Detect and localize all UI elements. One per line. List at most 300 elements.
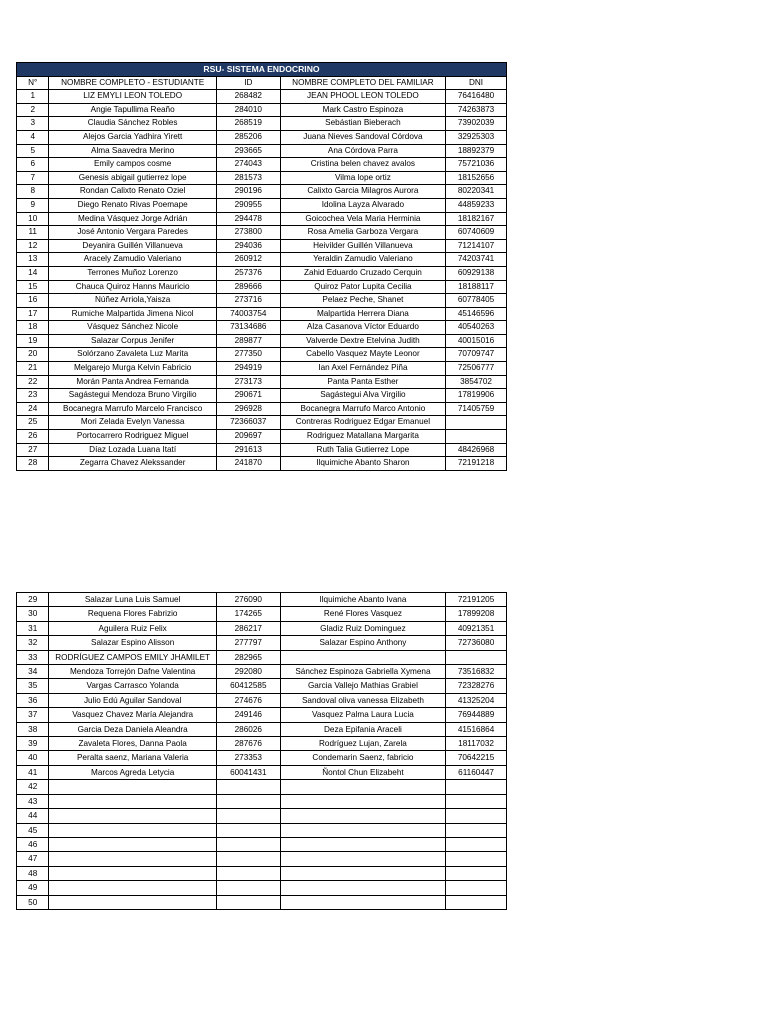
cell-student-name xyxy=(49,780,216,794)
table-row xyxy=(17,457,507,471)
cell-id: 290196 xyxy=(216,185,280,199)
cell-dni: 41325204 xyxy=(446,693,507,707)
cell-dni xyxy=(446,650,507,664)
table-row xyxy=(17,866,507,880)
table-row xyxy=(17,765,507,779)
header-number: N° xyxy=(17,76,49,90)
table-row xyxy=(17,809,507,823)
cell-relative-name xyxy=(280,895,445,909)
cell-student-name: Núñez Arriola,Yaisza xyxy=(49,294,216,308)
cell-id: 273173 xyxy=(216,375,280,389)
cell-relative-name xyxy=(280,881,445,895)
cell-student-name: Vasquez Chavez María Alejandra xyxy=(49,708,216,722)
cell-student-name: Garcia Deza Daniela Aleandra xyxy=(49,722,216,736)
table-row xyxy=(17,852,507,866)
cell-id: 241870 xyxy=(216,457,280,471)
cell-id xyxy=(216,809,280,823)
header-student-name: NOMBRE COMPLETO - ESTUDIANTE xyxy=(49,76,216,90)
cell-id: 277797 xyxy=(216,636,280,650)
cell-id: 294036 xyxy=(216,239,280,253)
table-row xyxy=(17,266,507,280)
cell-dni: 17819906 xyxy=(446,389,507,403)
cell-relative-name xyxy=(280,823,445,837)
cell-student-name xyxy=(49,881,216,895)
cell-number: 36 xyxy=(17,693,49,707)
cell-student-name: Melgarejo Murga Kelvin Fabricio xyxy=(49,362,216,376)
cell-dni xyxy=(446,780,507,794)
cell-student-name: Aguilera Ruiz Felix xyxy=(49,621,216,635)
cell-student-name: Claudia Sánchez Robles xyxy=(49,117,216,131)
cell-id xyxy=(216,780,280,794)
cell-id: 287676 xyxy=(216,737,280,751)
cell-dni: 18117032 xyxy=(446,737,507,751)
cell-dni: 72328276 xyxy=(446,679,507,693)
cell-id: 60412585 xyxy=(216,679,280,693)
cell-number: 24 xyxy=(17,402,49,416)
cell-student-name: Mendoza Torrejón Dafne Valentina xyxy=(49,665,216,679)
cell-relative-name: Yeraldin Zamudio Valeriano xyxy=(280,253,445,267)
cell-student-name: Julio Edú Aguilar Sandoval xyxy=(49,693,216,707)
cell-relative-name xyxy=(280,866,445,880)
table-row xyxy=(17,280,507,294)
cell-number: 34 xyxy=(17,665,49,679)
cell-student-name: Sagástegui Mendoza Bruno Virgilio xyxy=(49,389,216,403)
cell-student-name: Portocarrero Rodriguez Miguel xyxy=(49,430,216,444)
cell-number: 41 xyxy=(17,765,49,779)
cell-number: 11 xyxy=(17,226,49,240)
cell-number: 3 xyxy=(17,117,49,131)
table-row xyxy=(17,117,507,131)
cell-relative-name: JEAN PHOOL LEON TOLEDO xyxy=(280,90,445,104)
cell-relative-name: Heivilder Guillén Villanueva xyxy=(280,239,445,253)
header-relative-name: NOMBRE COMPLETO DEL FAMILIAR xyxy=(280,76,445,90)
table-row xyxy=(17,794,507,808)
cell-id: 273716 xyxy=(216,294,280,308)
cell-number: 23 xyxy=(17,389,49,403)
table-row xyxy=(17,693,507,707)
cell-relative-name xyxy=(280,809,445,823)
cell-student-name: LIZ EMYLI LEON TOLEDO xyxy=(49,90,216,104)
cell-number: 19 xyxy=(17,334,49,348)
table-row xyxy=(17,130,507,144)
cell-dni: 61160447 xyxy=(446,765,507,779)
cell-dni: 80220341 xyxy=(446,185,507,199)
cell-number: 38 xyxy=(17,722,49,736)
cell-id xyxy=(216,852,280,866)
table-row xyxy=(17,737,507,751)
cell-relative-name: Sandoval oliva vanessa Elizabeth xyxy=(280,693,445,707)
cell-id: 294919 xyxy=(216,362,280,376)
cell-relative-name: Rodriguez Matallana Margarita xyxy=(280,430,445,444)
cell-student-name: RODRÍGUEZ CAMPOS EMILY JHAMILET xyxy=(49,650,216,664)
cell-relative-name xyxy=(280,650,445,664)
cell-student-name: Genesis abigail gutierrez lope xyxy=(49,171,216,185)
cell-dni: 73902039 xyxy=(446,117,507,131)
cell-id: 294478 xyxy=(216,212,280,226)
cell-relative-name: Zahid Eduardo Cruzado Cerquin xyxy=(280,266,445,280)
cell-number: 26 xyxy=(17,430,49,444)
cell-number: 18 xyxy=(17,321,49,335)
cell-relative-name: Cabello Vasquez Mayte Leonor xyxy=(280,348,445,362)
cell-id: 268482 xyxy=(216,90,280,104)
cell-student-name: Rumiche Malpartida Jimena Nicol xyxy=(49,307,216,321)
cell-relative-name: Rosa Amelia Garboza Vergara xyxy=(280,226,445,240)
cell-student-name: Emily campos cosme xyxy=(49,158,216,172)
cell-dni xyxy=(446,809,507,823)
cell-dni: 17899208 xyxy=(446,607,507,621)
table-row xyxy=(17,362,507,376)
cell-number: 43 xyxy=(17,794,49,808)
cell-dni xyxy=(446,866,507,880)
cell-relative-name: Vasquez Palma Laura Lucia xyxy=(280,708,445,722)
table-row xyxy=(17,226,507,240)
cell-id: 293665 xyxy=(216,144,280,158)
cell-student-name: Rondan Calixto Renato Oziel xyxy=(49,185,216,199)
cell-number: 21 xyxy=(17,362,49,376)
cell-relative-name: Idolina Layza Alvarado xyxy=(280,198,445,212)
cell-relative-name: Cristina belen chavez avalos xyxy=(280,158,445,172)
cell-id: 260912 xyxy=(216,253,280,267)
cell-relative-name: Ana Córdova Parra xyxy=(280,144,445,158)
cell-id: 273353 xyxy=(216,751,280,765)
header-dni: DNI xyxy=(446,76,507,90)
table-row xyxy=(17,593,507,607)
cell-student-name xyxy=(49,794,216,808)
cell-student-name: Marcos Agreda Letycia xyxy=(49,765,216,779)
table-title: RSU- SISTEMA ENDOCRINO xyxy=(17,63,507,77)
cell-dni: 44859233 xyxy=(446,198,507,212)
table-row xyxy=(17,636,507,650)
table-row xyxy=(17,650,507,664)
cell-student-name: Morán Panta Andrea Fernanda xyxy=(49,375,216,389)
cell-number: 16 xyxy=(17,294,49,308)
cell-id: 285206 xyxy=(216,130,280,144)
cell-dni: 60740609 xyxy=(446,226,507,240)
cell-dni: 73516832 xyxy=(446,665,507,679)
cell-student-name: Vásquez Sánchez Nicole xyxy=(49,321,216,335)
cell-id: 72366037 xyxy=(216,416,280,430)
cell-id: 274043 xyxy=(216,158,280,172)
cell-dni: 3854702 xyxy=(446,375,507,389)
table-row xyxy=(17,837,507,851)
cell-dni xyxy=(446,794,507,808)
table-row xyxy=(17,416,507,430)
cell-dni: 72191218 xyxy=(446,457,507,471)
cell-student-name xyxy=(49,823,216,837)
cell-student-name: Aracely Zamudio Valeriano xyxy=(49,253,216,267)
cell-dni: 76416480 xyxy=(446,90,507,104)
cell-id: 291613 xyxy=(216,443,280,457)
cell-dni: 45146596 xyxy=(446,307,507,321)
cell-number: 35 xyxy=(17,679,49,693)
cell-number: 7 xyxy=(17,171,49,185)
cell-relative-name: Ian Axel Fernández Piña xyxy=(280,362,445,376)
cell-relative-name: Panta Panta Esther xyxy=(280,375,445,389)
cell-student-name: Alejos Garcia Yadhira Yirett xyxy=(49,130,216,144)
cell-number: 13 xyxy=(17,253,49,267)
cell-dni: 18182167 xyxy=(446,212,507,226)
cell-relative-name: Sebástian Bieberach xyxy=(280,117,445,131)
cell-dni: 40921351 xyxy=(446,621,507,635)
table-row xyxy=(17,722,507,736)
table-row xyxy=(17,679,507,693)
cell-relative-name: Deza Epifania Araceli xyxy=(280,722,445,736)
cell-dni: 48426968 xyxy=(446,443,507,457)
table-row xyxy=(17,198,507,212)
cell-student-name: Chauca Quiroz Hanns Mauricio xyxy=(49,280,216,294)
table-row xyxy=(17,881,507,895)
table-row xyxy=(17,621,507,635)
cell-student-name: Solórzano Zavaleta Luz Marita xyxy=(49,348,216,362)
cell-dni xyxy=(446,895,507,909)
cell-relative-name: Sánchez Espinoza Gabriella Xymena xyxy=(280,665,445,679)
student-table-part-2 xyxy=(16,592,507,910)
cell-dni: 18892379 xyxy=(446,144,507,158)
cell-dni: 72506777 xyxy=(446,362,507,376)
cell-student-name xyxy=(49,895,216,909)
cell-id xyxy=(216,837,280,851)
table-row xyxy=(17,90,507,104)
cell-number: 31 xyxy=(17,621,49,635)
cell-dni: 40540263 xyxy=(446,321,507,335)
cell-number: 46 xyxy=(17,837,49,851)
cell-id: 174265 xyxy=(216,607,280,621)
cell-dni: 40015016 xyxy=(446,334,507,348)
cell-relative-name: Juana Nieves Sandoval Córdova xyxy=(280,130,445,144)
cell-number: 29 xyxy=(17,593,49,607)
cell-student-name: Angie Tapullima Reaño xyxy=(49,103,216,117)
cell-dni: 72736080 xyxy=(446,636,507,650)
cell-dni: 72191205 xyxy=(446,593,507,607)
cell-number: 8 xyxy=(17,185,49,199)
cell-number: 44 xyxy=(17,809,49,823)
cell-number: 32 xyxy=(17,636,49,650)
title-row xyxy=(17,63,507,77)
cell-student-name xyxy=(49,809,216,823)
cell-number: 14 xyxy=(17,266,49,280)
cell-dni: 32925303 xyxy=(446,130,507,144)
cell-number: 33 xyxy=(17,650,49,664)
cell-id: 290955 xyxy=(216,198,280,212)
table-row xyxy=(17,751,507,765)
cell-id: 249146 xyxy=(216,708,280,722)
cell-id: 284010 xyxy=(216,103,280,117)
cell-relative-name xyxy=(280,780,445,794)
cell-dni xyxy=(446,416,507,430)
cell-relative-name: Calixto Garcia Milagros Aurora xyxy=(280,185,445,199)
cell-number: 6 xyxy=(17,158,49,172)
cell-relative-name: René Flores Vasquez xyxy=(280,607,445,621)
cell-number: 2 xyxy=(17,103,49,117)
cell-student-name: Vargas Carrasco Yolanda xyxy=(49,679,216,693)
cell-relative-name: Goicochea Vela Maria Herminia xyxy=(280,212,445,226)
cell-id: 286026 xyxy=(216,722,280,736)
cell-dni: 74203741 xyxy=(446,253,507,267)
cell-id: 277350 xyxy=(216,348,280,362)
cell-dni: 70642215 xyxy=(446,751,507,765)
cell-student-name: Deyanira Guillén Villanueva xyxy=(49,239,216,253)
table-row xyxy=(17,239,507,253)
cell-relative-name: Vilma lope ortiz xyxy=(280,171,445,185)
cell-id: 273800 xyxy=(216,226,280,240)
table-row xyxy=(17,780,507,794)
cell-relative-name: Bocanegra Marrufo Marco Antonio xyxy=(280,402,445,416)
cell-dni: 75721036 xyxy=(446,158,507,172)
cell-number: 5 xyxy=(17,144,49,158)
cell-number: 1 xyxy=(17,90,49,104)
table-row xyxy=(17,212,507,226)
cell-dni xyxy=(446,852,507,866)
cell-number: 12 xyxy=(17,239,49,253)
cell-number: 39 xyxy=(17,737,49,751)
cell-relative-name: Malpartida Herrera Diana xyxy=(280,307,445,321)
cell-relative-name xyxy=(280,852,445,866)
header-id: ID xyxy=(216,76,280,90)
cell-id: 286217 xyxy=(216,621,280,635)
cell-number: 48 xyxy=(17,866,49,880)
cell-dni xyxy=(446,823,507,837)
cell-id: 257376 xyxy=(216,266,280,280)
cell-number: 37 xyxy=(17,708,49,722)
cell-id xyxy=(216,823,280,837)
cell-id xyxy=(216,881,280,895)
cell-dni: 71405759 xyxy=(446,402,507,416)
table-row xyxy=(17,144,507,158)
table-row xyxy=(17,708,507,722)
cell-student-name: Terrones Muñoz Lorenzo xyxy=(49,266,216,280)
cell-relative-name: Pelaez Peche, Shanet xyxy=(280,294,445,308)
cell-dni: 60929138 xyxy=(446,266,507,280)
cell-number: 9 xyxy=(17,198,49,212)
cell-id: 289666 xyxy=(216,280,280,294)
cell-student-name: Salazar Luna Luis Samuel xyxy=(49,593,216,607)
cell-id xyxy=(216,794,280,808)
cell-student-name: Diego Renato Rivas Poemape xyxy=(49,198,216,212)
cell-student-name xyxy=(49,837,216,851)
cell-relative-name: Condemarin Saenz, fabricio xyxy=(280,751,445,765)
cell-dni xyxy=(446,837,507,851)
cell-relative-name: Gladiz Ruiz Dominguez xyxy=(280,621,445,635)
cell-dni: 70709747 xyxy=(446,348,507,362)
cell-number: 22 xyxy=(17,375,49,389)
cell-dni xyxy=(446,881,507,895)
cell-id: 289877 xyxy=(216,334,280,348)
cell-id: 281573 xyxy=(216,171,280,185)
cell-id: 74003754 xyxy=(216,307,280,321)
cell-student-name: Zegarra Chavez Alekssander xyxy=(49,457,216,471)
cell-number: 15 xyxy=(17,280,49,294)
cell-relative-name: Mark Castro Espinoza xyxy=(280,103,445,117)
cell-id: 209697 xyxy=(216,430,280,444)
table-row xyxy=(17,895,507,909)
table-row xyxy=(17,321,507,335)
table-row xyxy=(17,665,507,679)
cell-relative-name xyxy=(280,794,445,808)
cell-number: 47 xyxy=(17,852,49,866)
cell-relative-name: Valverde Dextre Etelvina Judith xyxy=(280,334,445,348)
cell-id: 274676 xyxy=(216,693,280,707)
cell-student-name: Zavaleta Flores, Danna Paola xyxy=(49,737,216,751)
cell-student-name: Bocanegra Marrufo Marcelo Francisco xyxy=(49,402,216,416)
cell-number: 49 xyxy=(17,881,49,895)
cell-id: 276090 xyxy=(216,593,280,607)
cell-dni: 71214107 xyxy=(446,239,507,253)
header-row xyxy=(17,76,507,90)
cell-relative-name: Ruth Talia Gutierrez Lope xyxy=(280,443,445,457)
cell-number: 40 xyxy=(17,751,49,765)
table-row xyxy=(17,253,507,267)
table-row xyxy=(17,443,507,457)
cell-number: 27 xyxy=(17,443,49,457)
table-row xyxy=(17,430,507,444)
cell-student-name: Mori Zelada Evelyn Vanessa xyxy=(49,416,216,430)
table-row xyxy=(17,402,507,416)
cell-number: 42 xyxy=(17,780,49,794)
cell-dni: 74263873 xyxy=(446,103,507,117)
table-row xyxy=(17,103,507,117)
cell-dni: 60778405 xyxy=(446,294,507,308)
cell-student-name xyxy=(49,852,216,866)
table-row xyxy=(17,823,507,837)
cell-relative-name: Rodríguez Lujan, Zarela xyxy=(280,737,445,751)
table-row xyxy=(17,158,507,172)
cell-relative-name: Ñontol Chun Elizabeht xyxy=(280,765,445,779)
cell-number: 20 xyxy=(17,348,49,362)
cell-id: 296928 xyxy=(216,402,280,416)
cell-id xyxy=(216,866,280,880)
table-row xyxy=(17,375,507,389)
cell-student-name: Requena Flores Fabrizio xyxy=(49,607,216,621)
cell-student-name: José Antonio Vergara Paredes xyxy=(49,226,216,240)
cell-id: 73134686 xyxy=(216,321,280,335)
cell-id: 60041431 xyxy=(216,765,280,779)
cell-student-name: Salazar Corpus Jenifer xyxy=(49,334,216,348)
table-row xyxy=(17,307,507,321)
table-row xyxy=(17,334,507,348)
cell-dni: 76944889 xyxy=(446,708,507,722)
cell-relative-name: Sagástegui Alva Virgilio xyxy=(280,389,445,403)
cell-relative-name: Ilquimiche Abanto Sharon xyxy=(280,457,445,471)
cell-dni: 18152656 xyxy=(446,171,507,185)
table-row xyxy=(17,294,507,308)
table-row xyxy=(17,348,507,362)
table-row xyxy=(17,389,507,403)
cell-id: 268519 xyxy=(216,117,280,131)
cell-number: 28 xyxy=(17,457,49,471)
cell-dni: 41516864 xyxy=(446,722,507,736)
cell-number: 4 xyxy=(17,130,49,144)
cell-dni xyxy=(446,430,507,444)
cell-number: 50 xyxy=(17,895,49,909)
cell-student-name: Medina Vásquez Jorge Adrián xyxy=(49,212,216,226)
cell-id: 282965 xyxy=(216,650,280,664)
cell-number: 30 xyxy=(17,607,49,621)
cell-relative-name: Garcia Vallejo Mathias Grabiel xyxy=(280,679,445,693)
student-table-part-1 xyxy=(16,62,507,471)
cell-id: 290671 xyxy=(216,389,280,403)
cell-dni: 18188117 xyxy=(446,280,507,294)
cell-student-name xyxy=(49,866,216,880)
cell-id xyxy=(216,895,280,909)
cell-student-name: Díaz Lozada Luana Itatí xyxy=(49,443,216,457)
cell-relative-name: Alza Casanova Víctor Eduardo xyxy=(280,321,445,335)
table-row xyxy=(17,607,507,621)
cell-number: 25 xyxy=(17,416,49,430)
cell-relative-name: Ilquimiche Abanto Ivana xyxy=(280,593,445,607)
table-row xyxy=(17,171,507,185)
cell-student-name: Alma Saavedra Merino xyxy=(49,144,216,158)
cell-relative-name: Contreras Rodriguez Edgar Emanuel xyxy=(280,416,445,430)
